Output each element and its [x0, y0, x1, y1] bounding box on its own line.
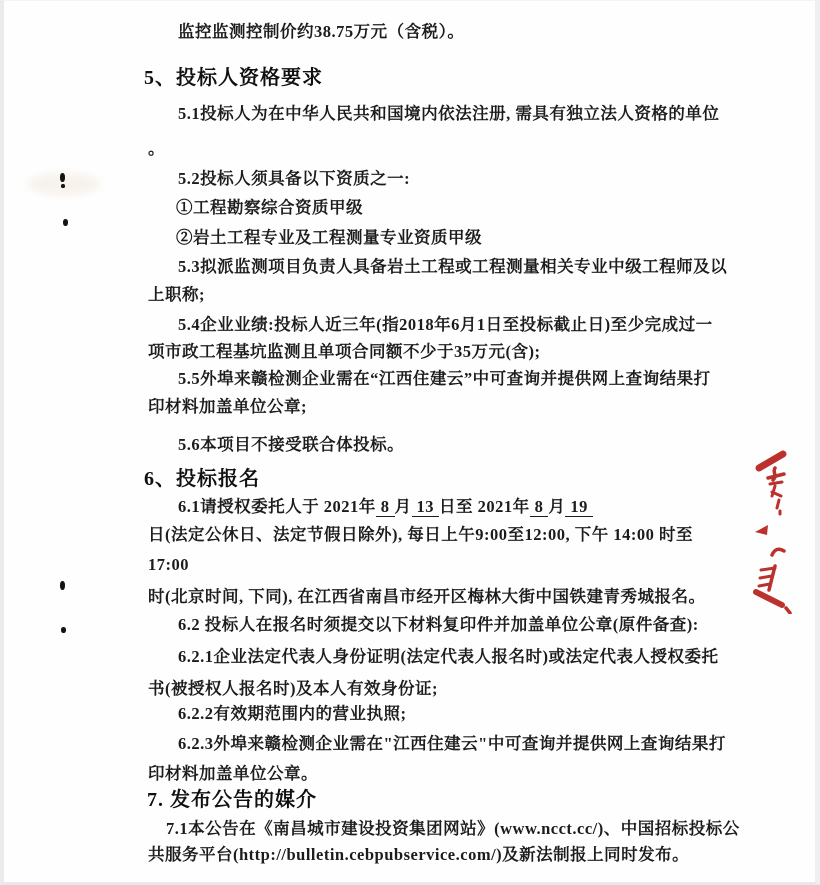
text-run: 日至 2021年: [439, 497, 530, 516]
paragraph-line: 印材料加盖单位公章。: [148, 764, 318, 783]
underlined-month-value: 8: [530, 497, 549, 517]
paragraph-line: 书(被授权人报名时)及本人有效身份证;: [148, 679, 438, 698]
paragraph-line: 日(法定公休日、法定节假日除外), 每日上午9:00至12:00, 下午 14:00 时至: [148, 525, 693, 544]
paragraph-line: 5.4企业业绩:投标人近三年(指2018年6月1日至投标截止日)至少完成过一: [178, 315, 713, 334]
text-run: 6.1请授权委托人于 2021年: [178, 497, 376, 516]
red-seal-fragment: [739, 439, 820, 614]
section-heading-7: 7. 发布公告的媒介: [147, 789, 317, 811]
text-run: 月: [394, 497, 412, 516]
ink-speck: [61, 627, 66, 633]
paragraph-line: 5.3拟派监测项目负责人具备岩土工程或工程测量相关专业中级工程师及以: [178, 257, 728, 276]
paragraph-line: 17:00: [148, 555, 189, 574]
list-item-2: ②岩土工程专业及工程测量专业资质甲级: [176, 228, 482, 247]
paragraph-line-6-1: [178, 498, 593, 517]
paragraph-line: 时(北京时间, 下同), 在江西省南昌市经开区梅林大街中国铁建青秀城报名。: [148, 587, 706, 606]
paragraph-line: 上职称;: [148, 285, 205, 304]
paragraph-line: 6.2.3外埠来赣检测企业需在"江西住建云"中可查询并提供网上查询结果打: [178, 734, 726, 753]
paragraph-line: 监控监测控制价约38.75万元（含税）。: [178, 22, 465, 41]
ink-speck: [61, 184, 65, 188]
ink-speck: [60, 173, 65, 182]
red-seal-icon: [739, 439, 820, 614]
section-heading-6: 6、投标报名: [144, 468, 260, 490]
underlined-day-value: 19: [565, 497, 593, 517]
paragraph-line: 印材料加盖单位公章;: [148, 397, 307, 416]
paragraph-line: 共服务平台(http://bulletin.cebpubservice.com/)及新法制报上同时发布。: [148, 845, 690, 864]
section-heading-5: 5、投标人资格要求: [144, 67, 323, 89]
ink-speck: [60, 581, 65, 590]
paragraph-line: 。: [148, 139, 165, 158]
list-item-1: ①工程勘察综合资质甲级: [176, 198, 363, 217]
text-run: 月: [548, 497, 566, 516]
paragraph-line: 6.2 投标人在报名时须提交以下材料复印件并加盖单位公章(原件备查):: [178, 615, 699, 634]
paragraph-line: 5.2投标人须具备以下资质之一:: [178, 169, 411, 188]
paragraph-line: 7.1本公告在《南昌城市建设投资集团网站》(www.ncct.cc/)、中国招标投标公: [166, 819, 740, 838]
paragraph-line: 6.2.1企业法定代表人身份证明(法定代表人报名时)或法定代表人授权委托: [178, 647, 719, 666]
paragraph-line: 5.6本项目不接受联合体投标。: [178, 435, 405, 454]
underlined-month-value: 8: [376, 497, 395, 517]
paragraph-line: 项市政工程基坑监测且单项合同额不少于35万元(含);: [148, 342, 541, 361]
ink-speck: [63, 219, 68, 226]
paragraph-line: 5.5外埠来赣检测企业需在“江西住建云”中可查询并提供网上查询结果打: [178, 369, 711, 388]
paragraph-line: 6.2.2有效期范围内的营业执照;: [178, 704, 407, 723]
underlined-day-value: 13: [412, 497, 440, 517]
paragraph-line: 5.1投标人为在中华人民共和国境内依法注册, 需具有独立法人资格的单位: [178, 104, 720, 123]
